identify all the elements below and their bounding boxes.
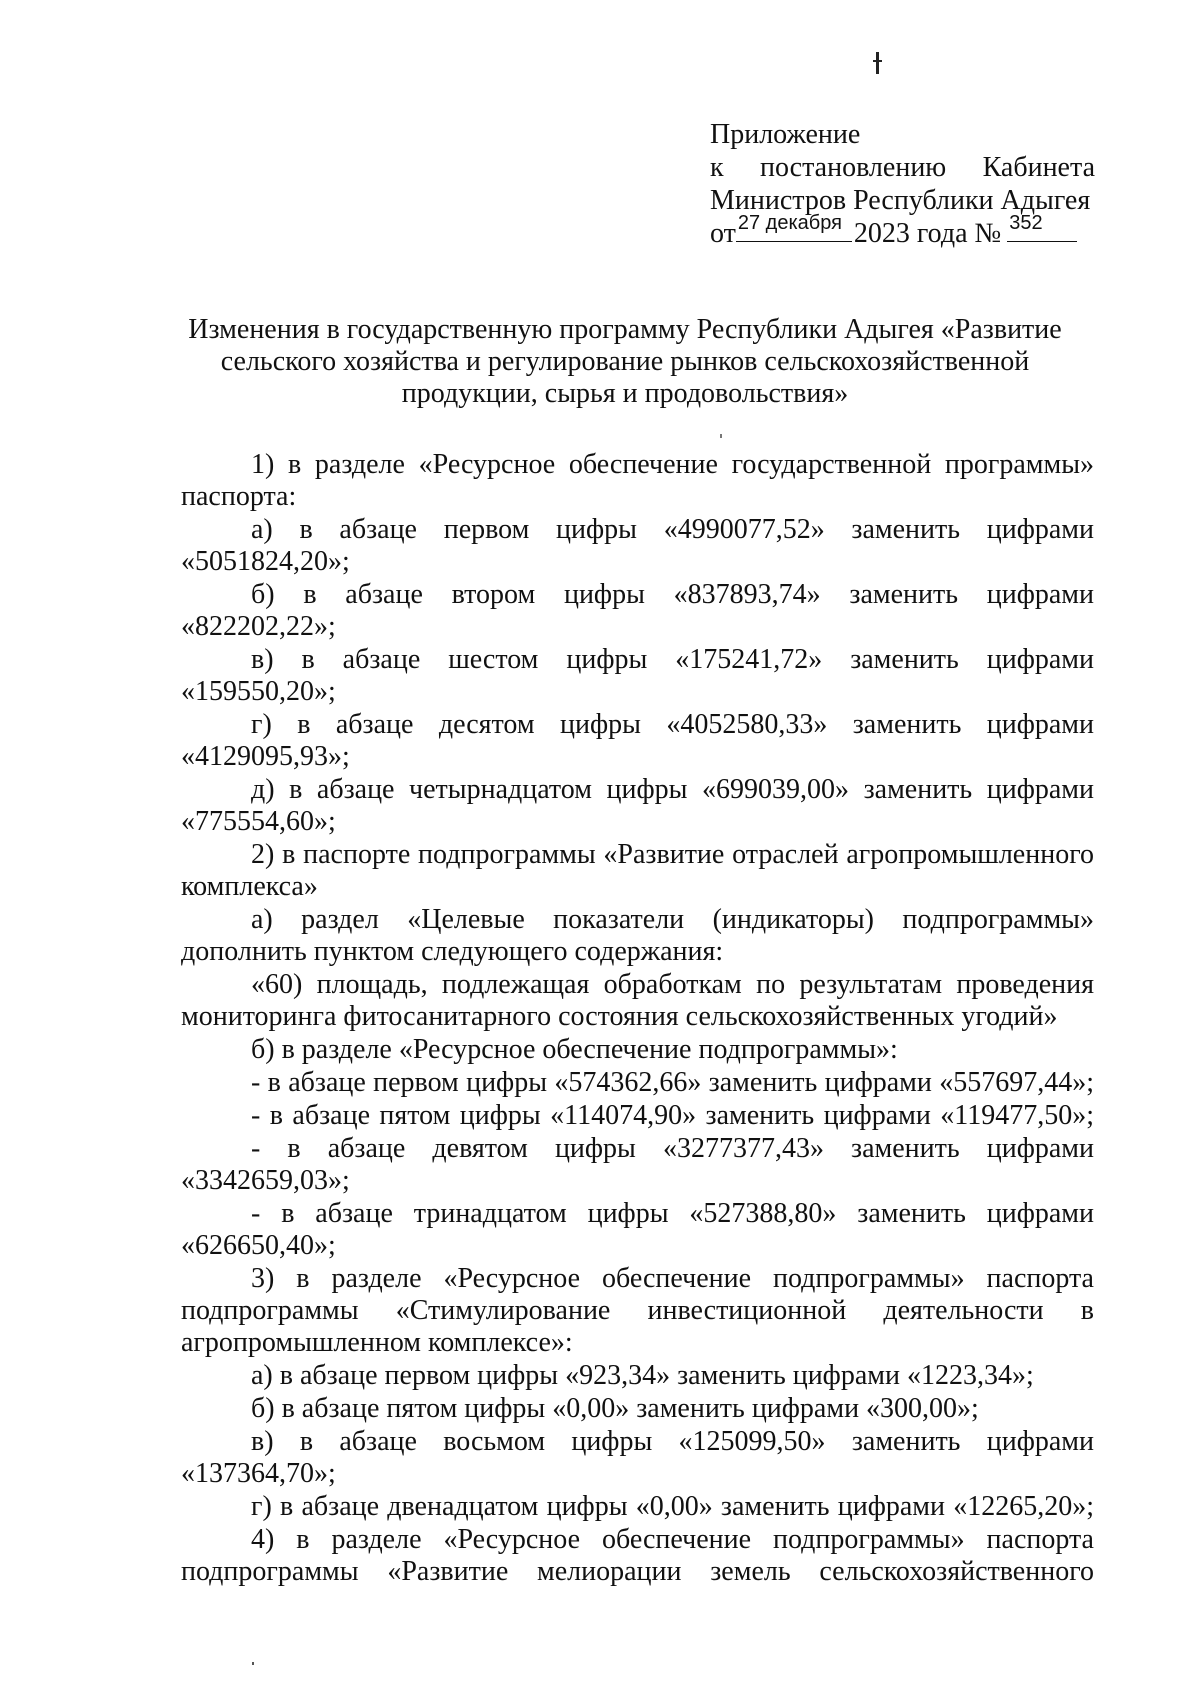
appendix-line-3: Министров Республики Адыгея <box>710 185 1091 216</box>
paragraph: 2) в паспорте подпрограммы «Развитие отраслей агропромышленного комплекса» <box>181 839 1094 902</box>
paragraph: в) в абзаце восьмом цифры «125099,50» заменить цифрами «137364,70»; <box>181 1426 1094 1489</box>
paragraph: б) в абзаце втором цифры «837893,74» заменить цифрами «822202,22»; <box>181 579 1094 642</box>
document-title: Изменения в государственную программу Республики Адыгея «Развитие сельского хозяйства и регулирование рынков сельскохозяйственной продукции, сырья и продовольствия» <box>188 314 1062 409</box>
page-mark <box>876 52 879 74</box>
paragraph: г) в абзаце десятом цифры «4052580,33» заменить цифрами «4129095,93»; <box>181 709 1094 772</box>
paragraph: «60) площадь, подлежащая обработкам по результатам проведения мониторинга фитосанитарного состояния сельскохозяйственных угодий» <box>181 969 1094 1032</box>
appendix-header <box>710 118 1095 250</box>
paragraph: 3) в разделе «Ресурсное обеспечение подпрограммы» паспорта подпрограммы «Стимулирование инвестиционной деятельности в агропромышленном комплексе»: <box>181 1263 1094 1358</box>
paragraph: - в абзаце тринадцатом цифры «527388,80» заменить цифрами «626650,40»; <box>181 1198 1094 1261</box>
paragraph: 1) в разделе «Ресурсное обеспечение государственной программы» паспорта: <box>181 449 1094 512</box>
paragraph: 4) в разделе «Ресурсное обеспечение подпрограммы» паспорта подпрограммы «Развитие мелиорации земель сельскохозяйственного <box>181 1524 1094 1587</box>
paragraph: - в абзаце пятом цифры «114074,90» заменить цифрами «119477,50»; <box>251 1100 1094 1131</box>
paragraph: б) в абзаце пятом цифры «0,00» заменить цифрами «300,00»; <box>251 1393 979 1424</box>
handwritten-number: 352 <box>1009 212 1043 234</box>
paragraph: а) в абзаце первом цифры «4990077,52» заменить цифрами «5051824,20»; <box>181 514 1094 577</box>
document-body <box>181 449 1094 1589</box>
paragraph: г) в абзаце двенадцатом цифры «0,00» заменить цифрами «12265,20»; <box>251 1491 1094 1522</box>
scan-speck <box>720 434 722 438</box>
scan-speck <box>252 1662 254 1665</box>
appendix-title: Приложение <box>710 119 861 150</box>
appendix-date-line: от 27 декабря 2023 года № 352 <box>710 217 1095 250</box>
paragraph: д) в абзаце четырнадцатом цифры «699039,00» заменить цифрами «775554,60»; <box>181 774 1094 837</box>
paragraph: а) раздел «Целевые показатели (индикаторы) подпрограммы» дополнить пунктом следующего содержания: <box>181 904 1094 967</box>
paragraph: б) в разделе «Ресурсное обеспечение подпрограммы»: <box>251 1034 898 1065</box>
paragraph: а) в абзаце первом цифры «923,34» заменить цифрами «1223,34»; <box>251 1360 1034 1391</box>
handwritten-date: 27 декабря <box>737 212 842 234</box>
date-day-field <box>736 212 852 242</box>
appendix-line-2: к постановлению Кабинета <box>710 152 1095 183</box>
paragraph: - в абзаце девятом цифры «3277377,43» заменить цифрами «3342659,03»; <box>181 1133 1094 1196</box>
paragraph: в) в абзаце шестом цифры «175241,72» заменить цифрами «159550,20»; <box>181 644 1094 707</box>
document-number-field <box>1007 212 1077 242</box>
paragraph: - в абзаце первом цифры «574362,66» заменить цифрами «557697,44»; <box>251 1067 1094 1098</box>
